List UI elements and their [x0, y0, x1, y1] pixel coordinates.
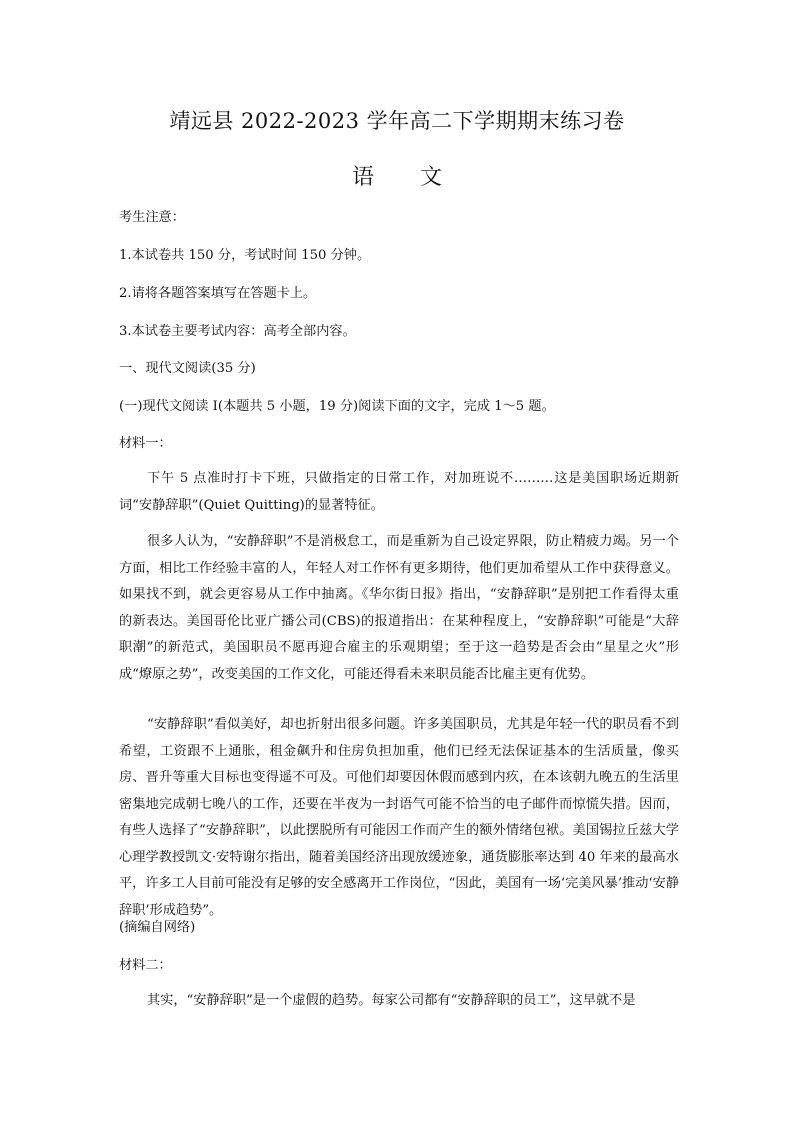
material-one-paragraph-2: 很多人认为，“安静辞职”不是消极怠工，而是重新为自己设定界限，防止精疲力竭。另一个方面，相比工作经验丰富的人，年轻人对工作怀有更多期待，他们更加希望从工作中获得意义。如果找不到，就会更容易从工作中抽离。《华尔街日报》指出，“安静辞职”是别把工作看得太重的新表达。美国哥伦比亚广播公司(CBS)的报道指出：在某种程度上，“安静辞职”可能是“大辞职潮”的新范式，美国职员不愿再迎合雇主的乐观期望；至于这一趋势是否会由“星星之火”形成“燎原之势”，改变美国的工作文化，可能还得看未来职员能否比雇主更有优势。 [119, 534, 679, 682]
material-one-paragraph-1: 下午 5 点准时打卡下班，只做指定的日常工作，对加班说不………这是美国职场近期新词“安静辞职”(Quiet Quitting)的显著特征。 [119, 471, 679, 513]
material-one-label: 材料一： [119, 436, 172, 451]
material-one-source: (摘编自网络) [119, 920, 196, 935]
material-two-label: 材料二： [119, 958, 172, 973]
notice-item-2: 2.请将各题答案填写在答题卡上。 [119, 286, 317, 301]
section-subheading: (一)现代文阅读 I(本题共 5 小题，19 分)阅读下面的文字，完成 1～5 题。 [119, 399, 555, 414]
notice-item-3: 3.本试卷主要考试内容：高考全部内容。 [119, 324, 356, 339]
section-heading: 一、现代文阅读(35 分) [119, 361, 256, 376]
notice-heading: 考生注意： [119, 210, 185, 225]
material-two-paragraph-1: 其实，“安静辞职”是一个虚假的趋势。每家公司都有“安静辞职的员工”，这早就不是 [147, 993, 636, 1008]
subject-title: 语文 [351, 165, 488, 190]
exam-title: 靖远县 2022-2023 学年高二下学期期末练习卷 [169, 109, 625, 133]
notice-item-1: 1.本试卷共 150 分，考试时间 150 分钟。 [119, 248, 371, 263]
material-one-paragraph-3: “安静辞职”看似美好，却也折射出很多问题。许多美国职员，尤其是年轻一代的职员看不到希望，工资跟不上通胀，租金飙升和住房负担加重，他们已经无法保证基本的生活质量，像买房、晋升等重大目标也变得遥不可及。可他们却要因休假而感到内疚，在本该朝九晚五的生活里密集地完成朝七晚八的工作，还要在半夜为一封语气可能不恰当的电子邮件而惊慌失措。因而，有些人选择了“安静辞职”，以此摆脱所有可能因工作而产生的额外情绪包袱。美国锡拉丘兹大学心理学教授凯文·安特谢尔指出，随着美国经济出现放缓迹象，通货膨胀率达到 40 年来的最高水平，许多工人目前可能没有足够的安全感离开工作岗位，“因此，美国有一场‘完美风暴’推动‘安静辞职’形成趋势”。 [119, 717, 680, 918]
